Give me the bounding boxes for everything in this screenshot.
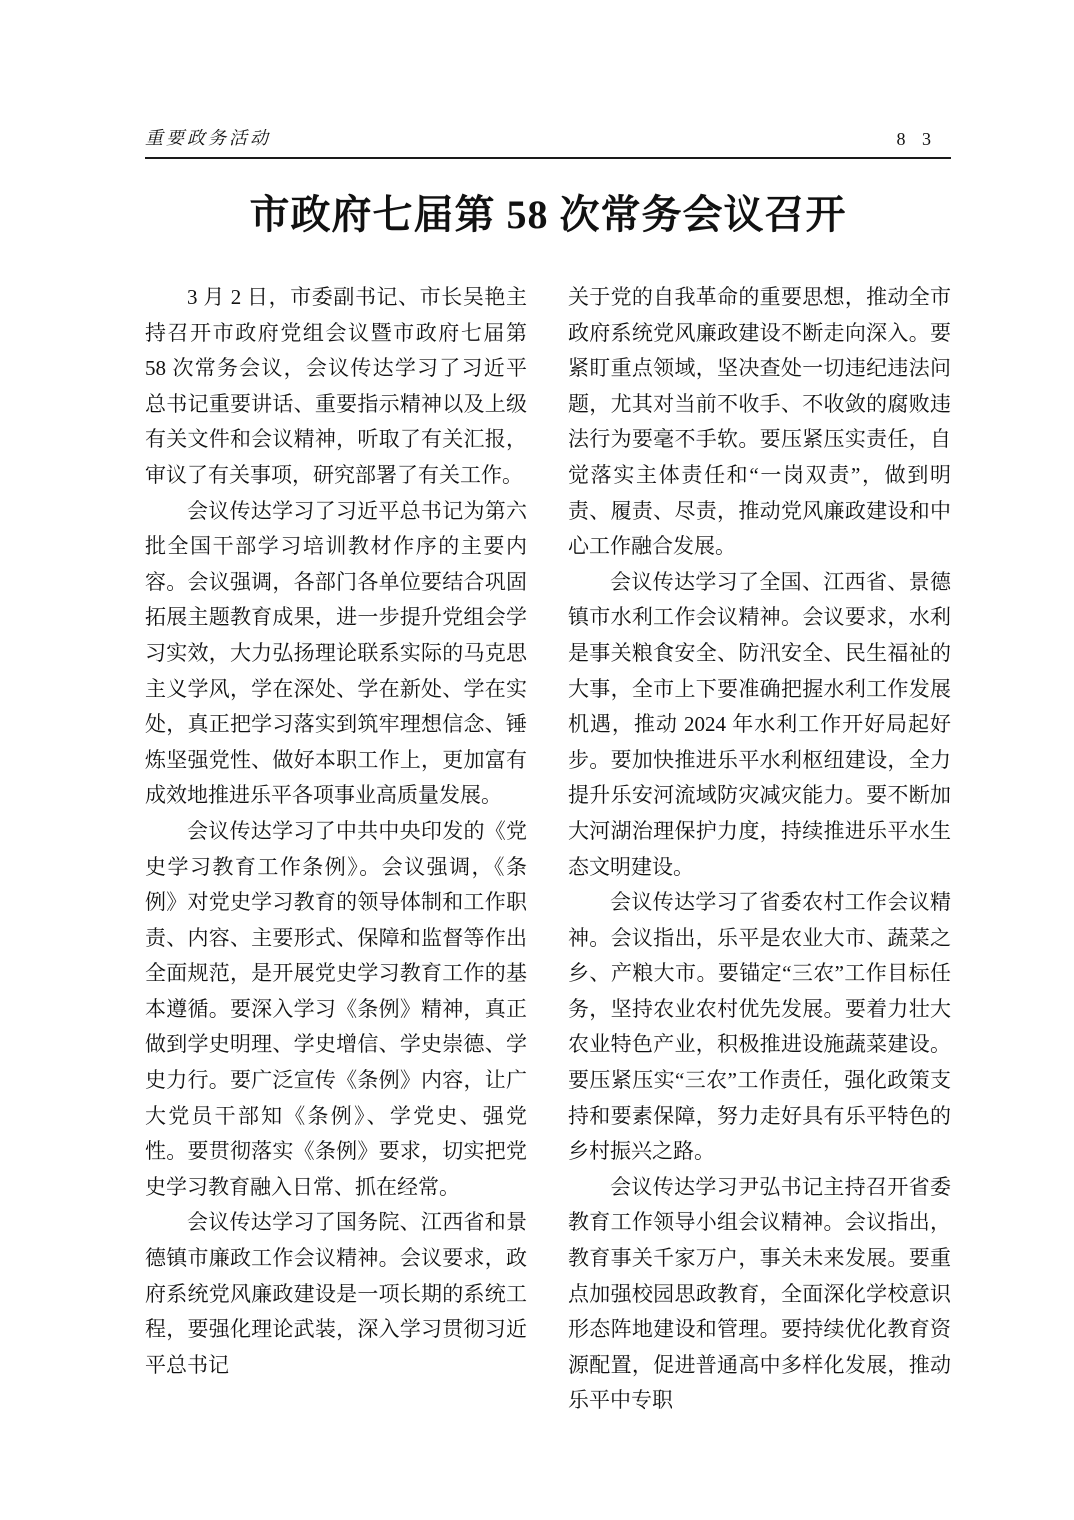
column-right: [568, 280, 951, 1419]
running-head: [145, 124, 951, 159]
paragraph: 会议传达学习了省委农村工作会议精神。会议指出，乐平是农业大市、蔬菜之乡、产粮大市。要锚定“三农”工作目标任务，坚持农业农村优先发展。要着力壮大农业特色产业，积极推进设施蔬菜建设。要压紧压实“三农”工作责任，强化政策支持和要素保障，努力走好具有乐平特色的乡村振兴之路。: [568, 890, 951, 1164]
column-left: [145, 280, 527, 1419]
page-number: 8 3: [896, 129, 937, 149]
section-label: 重要政务活动: [145, 128, 271, 148]
paragraph: 会议传达学习了中共中央印发的《党史学习教育工作条例》。会议强调，《条例》对党史学习教育的领导体制和工作职责、内容、主要形式、保障和监督等作出全面规范，是开展党史学习教育工作的基本遵循。要深入学习《条例》精神，真正做到学史明理、学史增信、学史崇德、学史力行。要广泛宣传《条例》内容，让广大党员干部知《条例》、学党史、强党性。要贯彻落实《条例》要求，切实把党史学习教育融入日常、抓在经常。: [145, 818, 527, 1199]
article-body: [145, 280, 951, 1419]
paragraph: 会议传达学习了全国、江西省、景德镇市水利工作会议精神。会议要求，水利是事关粮食安全、防汛安全、民生福祉的大事，全市上下要准确把握水利工作发展机遇，推动 2024 年水利工作开好局起好步。要加快推进乐平水利枢纽建设，全力提升乐安河流域防灾减灾能力。要不断加大河湖治理保护力度，持续推进乐平水生态文明建设。: [568, 569, 951, 879]
paragraph: 会议传达学习尹弘书记主持召开省委教育工作领导小组会议精神。会议指出，教育事关千家万户，事关未来发展。要重点加强校园思政教育，全面深化学校意识形态阵地建设和管理。要持续优化教育资源配置，促进普通高中多样化发展，推动乐平中专职: [568, 1174, 951, 1413]
paragraph: 会议传达学习了国务院、江西省和景德镇市廉政工作会议精神。会议要求，政府系统党风廉政建设是一项长期的系统工程，要强化理论武装，深入学习贯彻习近平总书记: [145, 1210, 527, 1377]
article-title: 市政府七届第 58 次常务会议召开: [249, 192, 847, 237]
paragraph: 3 月 2 日，市委副书记、市长吴艳主持召开市政府党组会议暨市政府七届第 58 次常务会议，会议传达学习了习近平总书记重要讲话、重要指示精神以及上级有关文件和会议精神，听取了有关汇报，审议了有关事项，研究部署了有关工作。: [145, 285, 527, 487]
paragraph: 会议传达学习了习近平总书记为第六批全国干部学习培训教材作序的主要内容。会议强调，各部门各单位要结合巩固拓展主题教育成果，进一步提升党组会学习实效，大力弘扬理论联系实际的马克思主义学风，学在深处、学在新处、学在实处，真正把学习落实到筑牢理想信念、锤炼坚强党性、做好本职工作上，更加富有成效地推进乐平各项事业高质量发展。: [145, 498, 527, 808]
paragraph-continuation: 关于党的自我革命的重要思想，推动全市政府系统党风廉政建设不断走向深入。要紧盯重点领域，坚决查处一切违纪违法问题，尤其对当前不收手、不收敛的腐败违法行为要毫不手软。要压紧压实责任，自觉落实主体责任和“一岗双责”，做到明责、履责、尽责，推动党风廉政建设和中心工作融合发展。: [568, 285, 951, 559]
page-content: [145, 124, 951, 1419]
